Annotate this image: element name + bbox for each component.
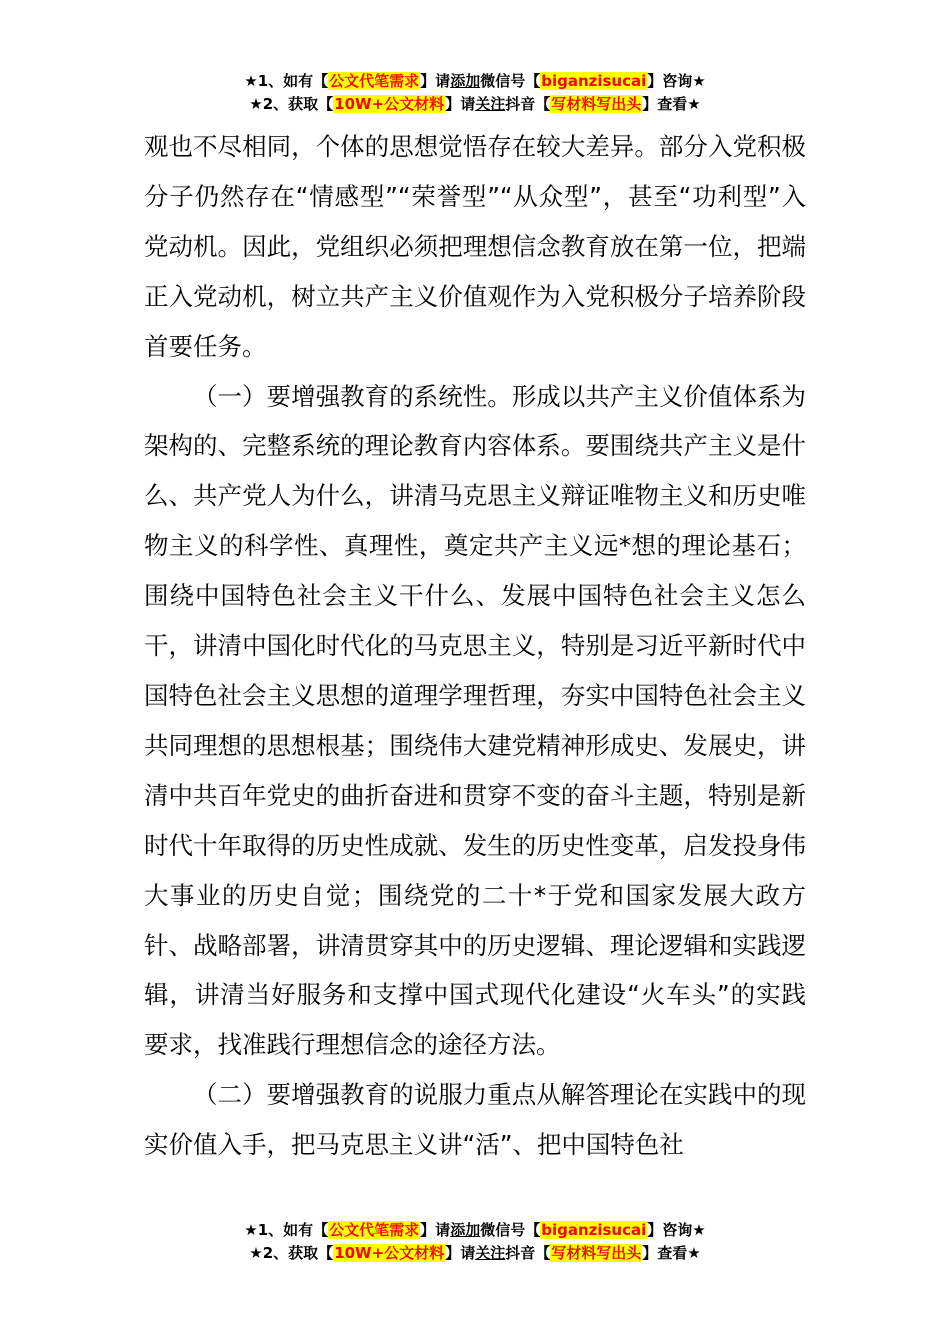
- paragraph-continued: 观也不尽相同，个体的思想觉悟存在较大差异。部分入党积极分子仍然存在“情感型”“荣誉型”“从众型”，甚至“功利型”入党动机。因此，党组织必须把理想信念教育放在第一位，把端正入党动机，树立共产主义价值观作为入党积极分子培养阶段首要任务。: [144, 132, 806, 361]
- document-body: [144, 122, 806, 1170]
- banner-text: 】查看★: [642, 1244, 701, 1262]
- banner-text: 】咨询★: [647, 1221, 706, 1239]
- banner-highlight-wechat: biganzisucai: [541, 72, 647, 90]
- banner-highlight: 公文代笔需求: [329, 72, 420, 90]
- banner-text: 微信号【: [480, 1221, 541, 1239]
- banner-text: 】请: [420, 72, 451, 90]
- banner-highlight: 10W+公文材料: [334, 95, 445, 113]
- banner-underline: 关注: [475, 1244, 506, 1262]
- banner-text: 】咨询★: [647, 72, 706, 90]
- banner-line-2: [0, 1242, 950, 1265]
- banner-text: 】请: [420, 1221, 451, 1239]
- banner-text: 】请: [445, 1244, 476, 1262]
- banner-text: ★1、如有【: [244, 1221, 329, 1239]
- banner-line-1: [0, 1219, 950, 1242]
- banner-underline: 添加: [450, 72, 481, 90]
- banner-text: ★2、获取【: [249, 95, 334, 113]
- paragraph-section-two: （二）要增强教育的说服力重点从解答理论在实践中的现实价值入手，把马克思主义讲“活”、把中国特色社: [144, 1080, 806, 1160]
- banner-line-1: [0, 70, 950, 93]
- banner-text: 抖音【: [505, 1244, 551, 1262]
- banner-text: 微信号【: [480, 72, 541, 90]
- banner-highlight-douyin: 写材料写出头: [551, 1244, 642, 1262]
- banner-text: 抖音【: [505, 95, 551, 113]
- banner-highlight: 公文代笔需求: [329, 1221, 420, 1239]
- banner-underline: 添加: [450, 1221, 481, 1239]
- banner-line-2: [0, 93, 950, 116]
- footer-banner: [0, 1219, 950, 1265]
- header-banner: [0, 70, 950, 116]
- banner-text: 】查看★: [642, 95, 701, 113]
- banner-underline: 关注: [475, 95, 506, 113]
- banner-text: ★1、如有【: [244, 72, 329, 90]
- banner-text: ★2、获取【: [249, 1244, 334, 1262]
- banner-highlight: 10W+公文材料: [334, 1244, 445, 1262]
- banner-highlight-douyin: 写材料写出头: [551, 95, 642, 113]
- banner-text: 】请: [445, 95, 476, 113]
- banner-highlight-wechat: biganzisucai: [541, 1221, 647, 1239]
- paragraph-section-one: （一）要增强教育的系统性。形成以共产主义价值体系为架构的、完整系统的理论教育内容体系。要围绕共产主义是什么、共产党人为什么，讲清马克思主义辩证唯物主义和历史唯物主义的科学性、真理性，奠定共产主义远*想的理论基石；围绕中国特色社会主义干什么、发展中国特色社会主义怎么干，讲清中国化时代化的马克思主义，特别是习近平新时代中国特色社会主义思想的道理学理哲理，夯实中国特色社会主义共同理想的思想根基；围绕伟大建党精神形成史、发展史，讲清中共百年党史的曲折奋进和贯穿不变的奋斗主题，特别是新时代十年取得的历史性成就、发生的历史性变革，启发投身伟大事业的历史自觉；围绕党的二十*于党和国家发展大政方针、战略部署，讲清贯穿其中的历史逻辑、理论逻辑和实践逻辑，讲清当好服务和支撑中国式现代化建设“火车头”的实践要求，找准践行理想信念的途径方法。: [144, 381, 806, 1060]
